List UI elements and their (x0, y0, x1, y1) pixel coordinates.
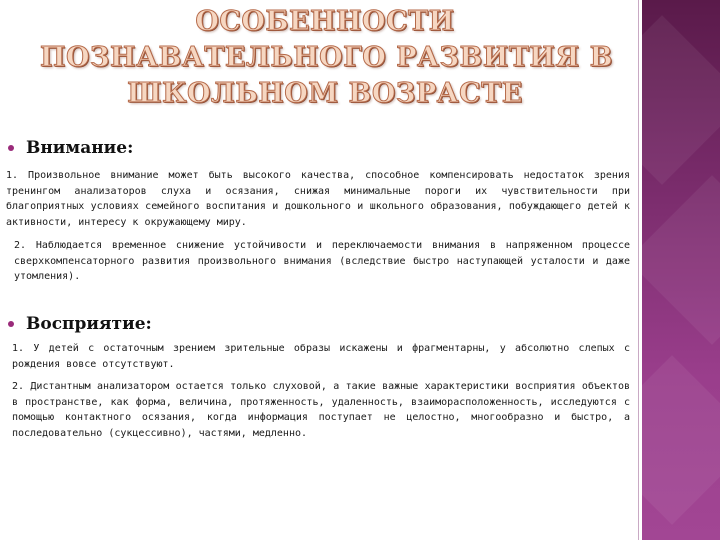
panel-facet (642, 175, 720, 345)
section-heading-attention (8, 138, 133, 158)
title-line-3: ШКОЛЬНОМ ВОЗРАСТЕ (127, 78, 523, 109)
bullet-icon (8, 145, 14, 151)
section-heading-text: Восприятие: (26, 314, 152, 334)
perception-item-1: 1. У детей с остаточным зрением зрительные образы искажены и фрагментарны, у абсолютно слепых с рождения вовсе отсутствуют. (12, 343, 630, 370)
section-heading-text: Внимание: (26, 138, 134, 158)
title-line-2: ПОЗНАВАТЕЛЬНОГО РАЗВИТИЯ В (40, 42, 613, 73)
title-line-1: ОСОБЕННОСТИ (195, 6, 455, 37)
attention-item-2: 2. Наблюдается временное снижение устойчивости и переключаемости внимания в напряженном процессе сверхкомпенсаторного развития произвольного внимания (вследствие быстро наступающей усталости и даже утомления). (14, 240, 630, 283)
panel-facet (642, 15, 720, 185)
side-divider (638, 0, 639, 540)
perception-item-2: 2. Дистантным анализатором остается только слуховой, а такие важные характеристики восприятия объектов в пространстве, как форма, величина, протяженность, удаленность, взаиморасположенность, исследуются с помощью контактного осязания, когда информация поступает не целостно, многообразно и быстро, а последовательно (сукцессивно), частями, медленно. (12, 381, 630, 439)
attention-item-1: 1. Произвольное внимание может быть высокого качества, способное компенсировать недостаток зрения тренингом анализаторов слуха и осязания, снижая минимальные пороги их чувствительности при благоприятных условиях семейного воспитания и дошкольного и школьного образования, побуждающего детей к активности, интересу к окружающему миру. (6, 170, 630, 228)
slide-title (40, 4, 613, 112)
bullet-icon (8, 321, 14, 327)
decorative-side-panel (642, 0, 720, 540)
section-heading-perception (8, 314, 152, 334)
panel-facet (642, 355, 720, 525)
